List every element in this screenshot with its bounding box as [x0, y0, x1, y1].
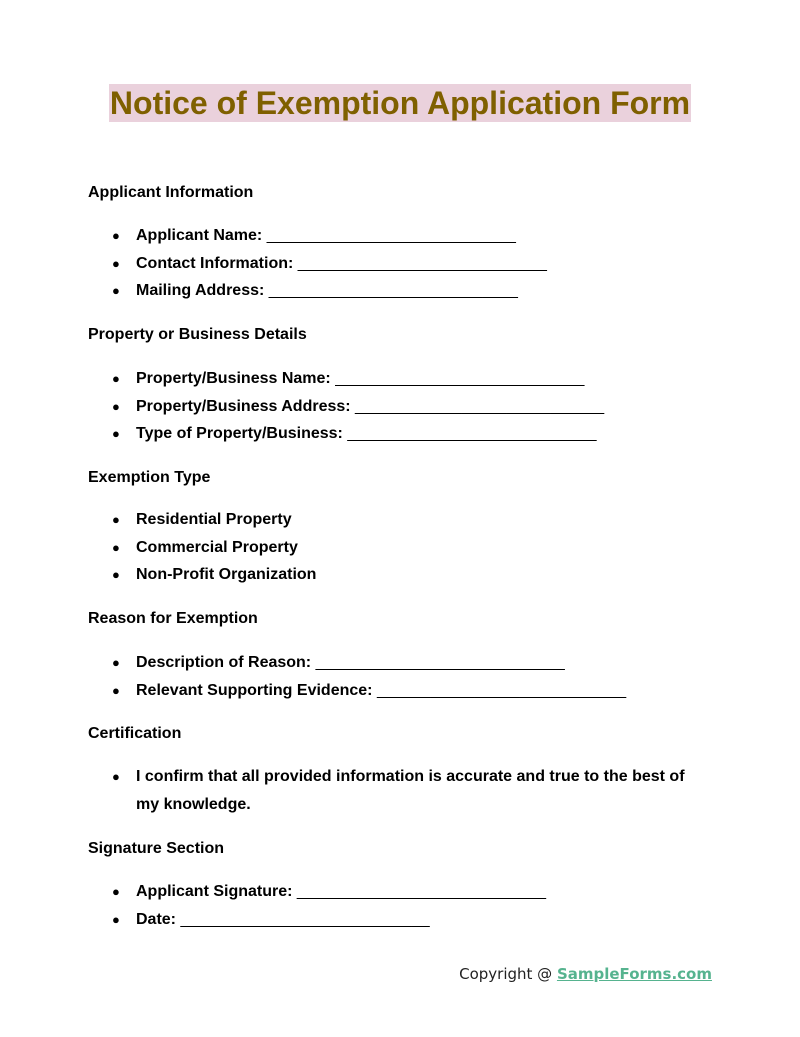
list-item [110, 222, 710, 250]
bullet-icon: ● [112, 371, 120, 386]
bullet-icon: ● [112, 884, 120, 899]
bullet-icon: ● [112, 539, 120, 555]
field-label: Property/Business Name: [136, 370, 331, 387]
list-item [110, 365, 710, 393]
bullet-icon: ● [112, 228, 120, 243]
property-details-list [110, 365, 710, 448]
date-blank[interactable]: ____________________________ [180, 910, 430, 928]
section-heading-signature: Signature Section [88, 840, 225, 857]
certification-statement: I confirm that all provided information is accurate and true to the best of my knowledge. [136, 768, 685, 813]
property-business-address-blank[interactable]: ____________________________ [355, 397, 605, 415]
supporting-evidence-blank[interactable]: ____________________________ [376, 681, 627, 699]
field-label: Property/Business Address: [136, 397, 351, 415]
bullet-icon: ● [112, 567, 120, 583]
description-of-reason-blank[interactable]: ____________________________ [315, 654, 565, 671]
field-label: Relevant Supporting Evidence: [136, 681, 373, 699]
signature-list [110, 878, 710, 933]
applicant-name-blank[interactable]: ____________________________ [266, 227, 516, 244]
bullet-icon: ● [112, 655, 120, 670]
field-label: Contact Information: [136, 254, 294, 272]
bullet-icon: ● [112, 398, 120, 414]
bullet-icon: ● [112, 283, 120, 299]
field-label: Mailing Address: [136, 282, 265, 300]
list-item [110, 878, 710, 906]
copyright-footer [459, 965, 712, 983]
list-item [110, 763, 696, 818]
list-item [110, 250, 710, 278]
section-heading-reason: Reason for Exemption [88, 610, 258, 627]
section-heading-applicant-information: Applicant Information [88, 184, 254, 201]
field-label: Applicant Name: [136, 227, 263, 244]
bullet-icon: ● [112, 255, 120, 271]
property-business-name-blank[interactable]: ____________________________ [335, 370, 585, 387]
list-item [110, 393, 710, 421]
page-title: Notice of Exemption Application Form [109, 85, 691, 121]
list-item [110, 561, 710, 589]
section-heading-exemption-type: Exemption Type [88, 469, 211, 486]
list-item [110, 420, 710, 448]
bullet-icon: ● [112, 682, 120, 698]
field-label: Description of Reason: [136, 654, 312, 671]
mailing-address-blank[interactable]: ____________________________ [268, 282, 518, 300]
bullet-icon: ● [112, 512, 120, 527]
sampleforms-link[interactable]: SampleForms.com [556, 965, 712, 983]
reason-list [110, 649, 710, 704]
property-business-type-blank[interactable]: ____________________________ [347, 425, 597, 443]
section-heading-certification: Certification [88, 725, 182, 742]
list-item [110, 506, 710, 534]
field-label: Applicant Signature: [136, 883, 293, 900]
list-item [110, 677, 710, 705]
exemption-option-non-profit: Non-Profit Organization [136, 566, 317, 584]
contact-information-blank[interactable]: ____________________________ [297, 254, 547, 272]
applicant-information-list [110, 222, 710, 305]
bullet-icon: ● [112, 911, 120, 927]
list-item [110, 649, 710, 677]
bullet-icon: ● [112, 426, 120, 442]
bullet-icon: ● [112, 769, 120, 784]
copyright-prefix: Copyright @ [459, 965, 557, 983]
list-item [110, 277, 710, 305]
exemption-type-list [110, 506, 710, 589]
section-heading-property-details: Property or Business Details [88, 326, 307, 343]
certification-list [110, 763, 710, 818]
list-item [110, 906, 710, 934]
exemption-option-commercial: Commercial Property [136, 538, 298, 556]
list-item [110, 534, 710, 562]
field-label: Date: [136, 910, 177, 928]
title-container [0, 84, 800, 122]
exemption-option-residential: Residential Property [136, 511, 292, 528]
applicant-signature-blank[interactable]: ____________________________ [296, 883, 547, 900]
field-label: Type of Property/Business: [136, 425, 343, 443]
